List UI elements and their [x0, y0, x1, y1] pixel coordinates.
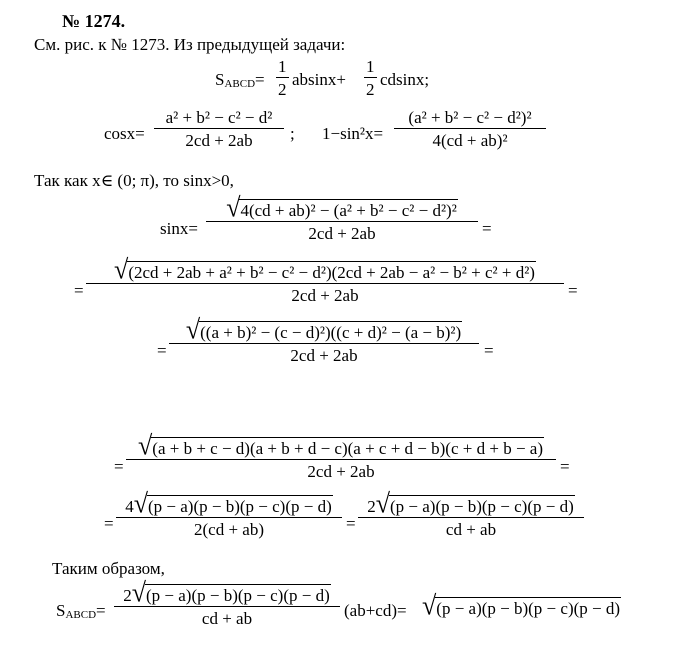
cos-numerator: a² + b² − c² − d²: [165, 108, 273, 127]
fraction-numerator: 1: [366, 57, 375, 76]
equals-sign: =: [74, 281, 84, 300]
radical-sign: √: [133, 488, 149, 519]
cos-fraction: [154, 109, 284, 149]
problem-intro: См. рис. к № 1273. Из предыдущей задачи:: [34, 35, 346, 54]
step3-radicand: ((a + b)² − (c − d)²)((c + d)² − (a − b)²): [200, 323, 462, 343]
fraction-bar: [276, 77, 289, 78]
sin-fraction: [206, 192, 478, 244]
fraction-bar: [126, 459, 556, 460]
sqrt-radical: [114, 254, 536, 285]
fraction-bar: [206, 221, 478, 222]
fraction-bar: [116, 517, 342, 518]
step5-radicand: (p − a)(p − b)(p − c)(p − d): [148, 497, 332, 517]
sqrt-radical: [375, 488, 575, 519]
area-term-2: cdsinx;: [380, 70, 430, 89]
sqrt-radical: [133, 488, 333, 519]
area-term-1: absinx+: [292, 70, 346, 89]
half-fraction-2: [364, 58, 377, 98]
step3-fraction: [169, 314, 479, 366]
coefficient-two: 2: [367, 497, 376, 516]
sin2-label: 1−sin²x=: [322, 124, 384, 143]
sin-radicand: 4(cd + ab)² − (a² + b² − c² − d²)²: [240, 201, 457, 221]
final-denominator: cd + ab: [201, 609, 253, 629]
coefficient-two: 2: [123, 586, 132, 605]
radical-sign: √: [226, 192, 241, 223]
equals-sign: =: [157, 341, 167, 360]
sin-label: sinx=: [160, 219, 198, 238]
fraction-bar: [358, 517, 584, 518]
sin2-fraction: [394, 109, 546, 149]
radical-sign: √: [114, 254, 129, 285]
fraction-bar: [86, 283, 564, 284]
sqrt-radical: [185, 314, 462, 345]
fraction-bar: [114, 606, 340, 607]
cos-label: cosx=: [104, 124, 145, 143]
step6-radicand: (p − a)(p − b)(p − c)(p − d): [390, 497, 574, 517]
thus-text: Таким образом,: [52, 559, 165, 578]
area-label: S: [56, 601, 66, 620]
equals-sign: =: [568, 281, 578, 300]
semicolon: ;: [290, 124, 295, 143]
cos-denominator: 2cd + 2ab: [185, 131, 253, 150]
sqrt-radical: [422, 590, 621, 621]
sqrt-radical: [138, 430, 544, 461]
step5-denominator: 2(cd + ab): [193, 520, 264, 540]
fraction-bar: [364, 77, 377, 78]
final-radicand: (p − a)(p − b)(p − c)(p − d): [146, 586, 330, 606]
sin2-numerator: (a² + b² − c² − d²)²: [408, 108, 532, 127]
fraction-numerator: 1: [278, 57, 287, 76]
radical-sign: √: [138, 430, 153, 461]
final-result-radicand: (p − a)(p − b)(p − c)(p − d): [436, 599, 621, 619]
fraction-bar: [394, 128, 546, 129]
fraction-denominator: 2: [366, 80, 375, 99]
coefficient-four: 4: [125, 497, 134, 516]
since-text: Так как x∈ (0; π), то sinx>0,: [34, 171, 234, 190]
radical-sign: √: [131, 577, 147, 608]
problem-number: № 1274.: [62, 11, 126, 31]
step4-radicand: (a + b + c − d)(a + b + d − c)(a + c + d − b)(c + d + b − a): [152, 439, 543, 459]
final-area-label: [56, 602, 106, 619]
half-fraction-1: [276, 58, 289, 98]
equals-sign: =: [484, 341, 494, 360]
sqrt-radical: [131, 577, 331, 608]
equals-sign: =: [114, 457, 124, 476]
area-subscript: ABCD: [224, 78, 256, 90]
fraction-bar: [154, 128, 284, 129]
sqrt-radical: [226, 192, 458, 223]
step4-fraction: [126, 430, 556, 482]
final-mid: (ab+cd)=: [344, 601, 407, 620]
equals-sign: =: [96, 601, 106, 620]
step4-denominator: 2cd + 2ab: [307, 462, 375, 482]
radical-sign: √: [375, 488, 391, 519]
radical-sign: √: [185, 314, 201, 345]
fraction-bar: [169, 343, 479, 344]
final-fraction: [114, 577, 340, 629]
area-formula: [215, 71, 265, 88]
step2-radicand: (2cd + 2ab + a² + b² − c² − d²)(2cd + 2ab − a² − b² + c² + d²): [128, 263, 535, 283]
equals-sign: =: [346, 514, 356, 533]
area-subscript: ABCD: [65, 609, 97, 621]
step3-denominator: 2cd + 2ab: [290, 346, 358, 366]
final-result: [422, 590, 621, 621]
step2-denominator: 2cd + 2ab: [291, 286, 359, 306]
step5-fraction: [116, 488, 342, 540]
sin2-denominator: 4(cd + ab)²: [432, 131, 508, 150]
step2-fraction: [86, 254, 564, 306]
radical-sign: √: [422, 590, 437, 621]
step6-fraction: [358, 488, 584, 540]
fraction-denominator: 2: [278, 80, 287, 99]
equals-sign: =: [255, 70, 265, 89]
equals-sign: =: [560, 457, 570, 476]
equals-sign: =: [104, 514, 114, 533]
step6-denominator: cd + ab: [445, 520, 497, 540]
area-label: S: [215, 70, 225, 89]
equals-sign: =: [482, 219, 492, 238]
sin-denominator: 2cd + 2ab: [308, 224, 376, 244]
